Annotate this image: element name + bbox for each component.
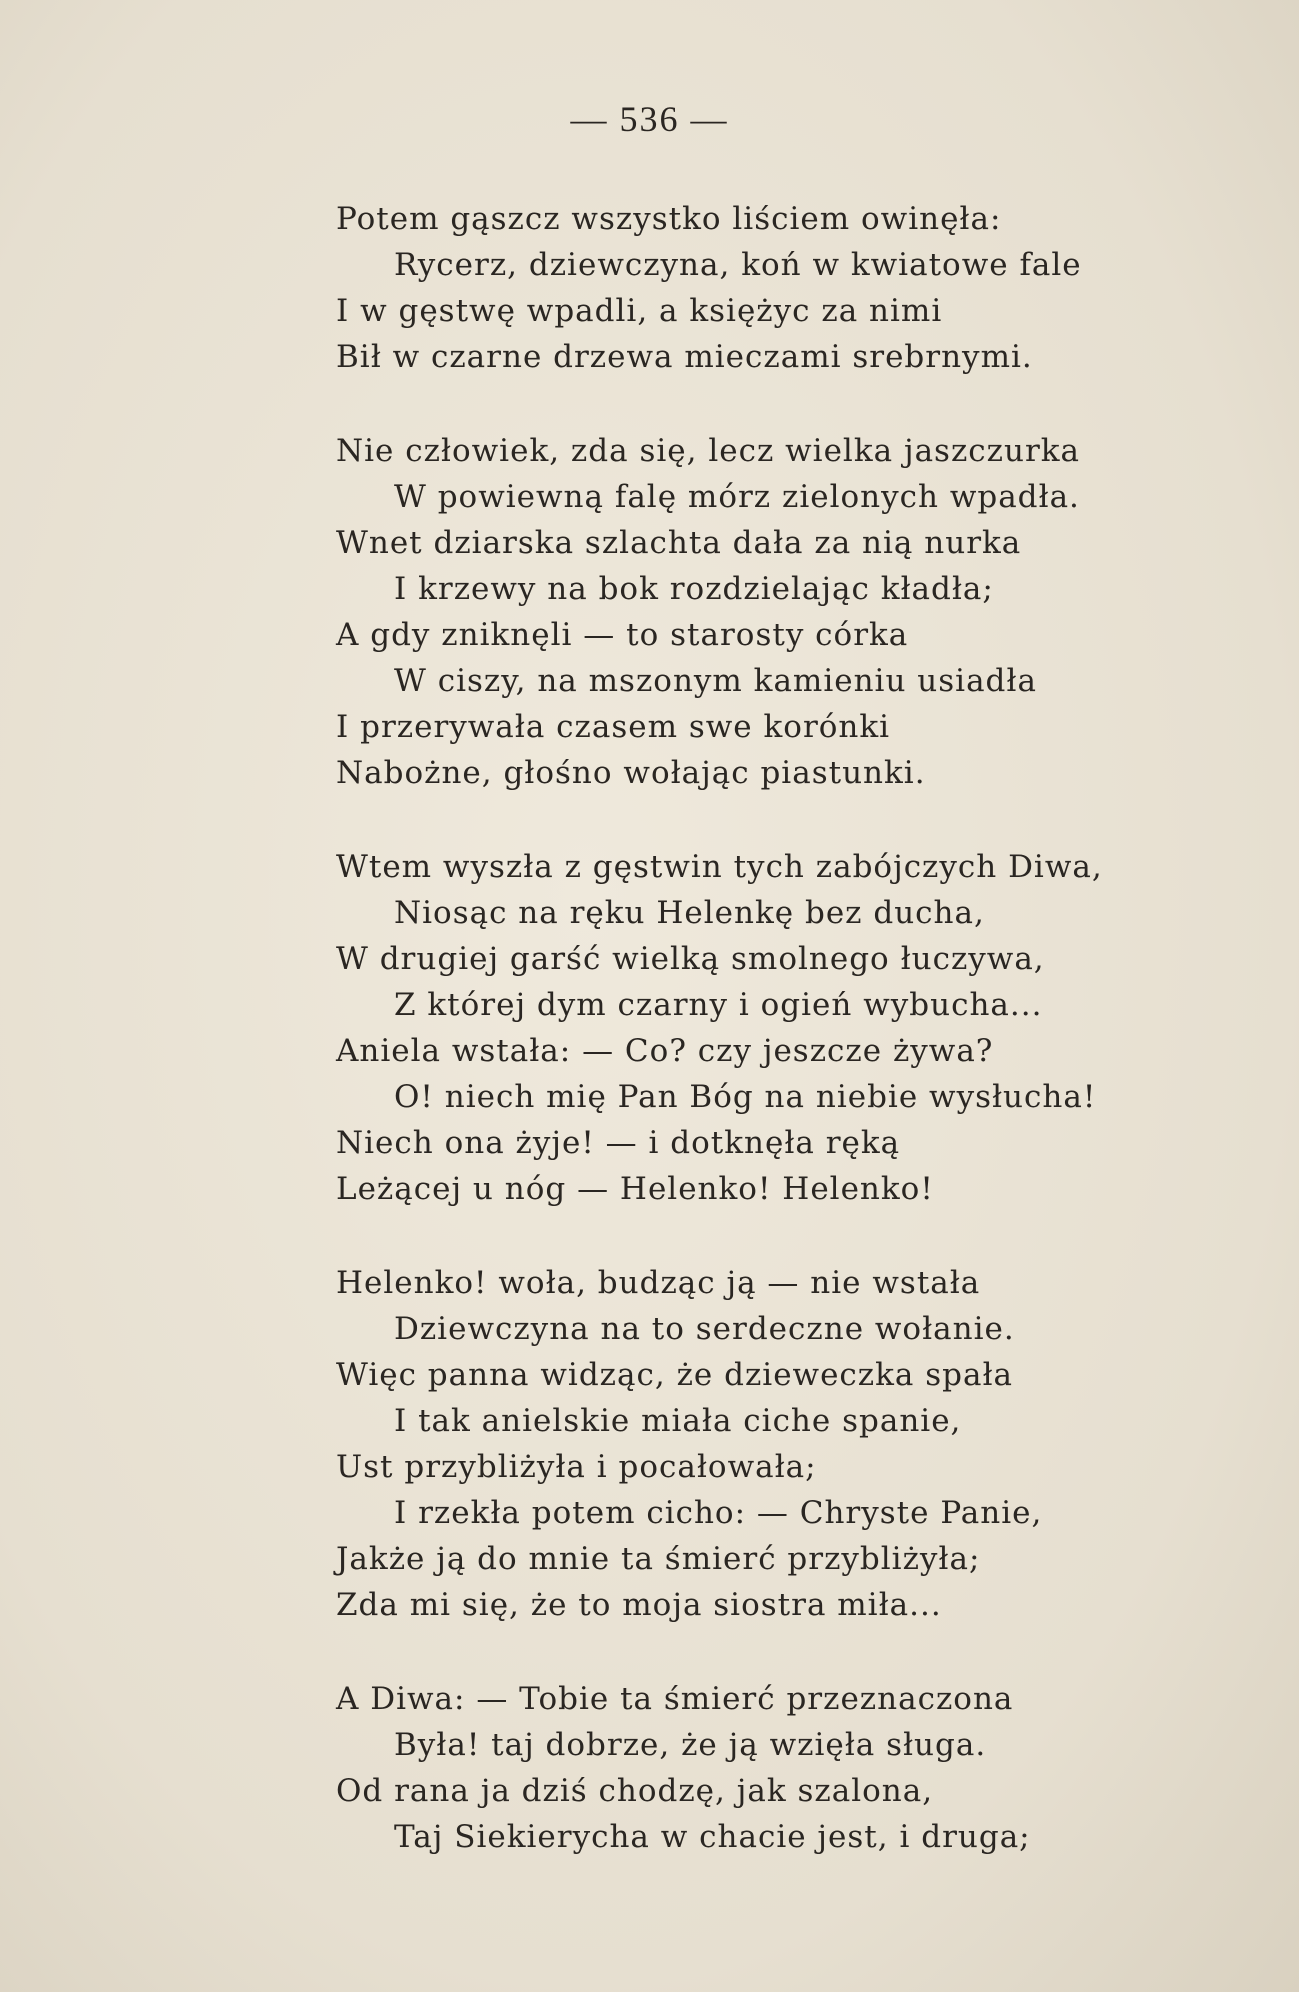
verse-line: Od rana ja dziś chodzę, jak szalona, (336, 1773, 934, 1809)
verse-line: Taj Siekierycha w chacie jest, i druga; (394, 1819, 1031, 1855)
verse-line: Z której dym czarny i ogień wybucha... (394, 987, 1043, 1023)
verse-line: Nie człowiek, zda się, lecz wielka jaszczurka (336, 433, 1081, 469)
verse-line: I w gęstwę wpadli, a księżyc za nimi (336, 293, 943, 329)
verse-line: Zda mi się, że to moja siostra miła... (336, 1587, 942, 1623)
verse-line: W powiewną falę mórz zielonych wpadła. (394, 479, 1080, 515)
verse-line: O! niech mię Pan Bóg na niebie wysłucha! (394, 1079, 1097, 1115)
verse-line: Ust przybliżyła i pocałowała; (336, 1449, 817, 1485)
poem-text (0, 196, 1299, 1908)
stanza (0, 1676, 1299, 1860)
verse-line: Jakże ją do mnie ta śmierć przybliżyła; (336, 1541, 981, 1577)
verse-line: Dziewczyna na to serdeczne wołanie. (394, 1311, 1015, 1347)
verse-line: Była! taj dobrze, że ją wzięła sługa. (394, 1727, 987, 1763)
page-number: — 536 — (570, 99, 729, 139)
verse-line: Aniela wstała: — Co? czy jeszcze żywa? (336, 1033, 994, 1069)
verse-line: I rzekła potem cicho: — Chryste Panie, (394, 1495, 1043, 1531)
verse-line: I przerywała czasem swe korónki (336, 709, 891, 745)
verse-line: Leżącej u nóg — Helenko! Helenko! (336, 1171, 934, 1207)
stanza (0, 844, 1299, 1212)
verse-line: Niosąc na ręku Helenkę bez ducha, (394, 895, 985, 931)
verse-line: W drugiej garść wielką smolnego łuczywa, (336, 941, 1045, 977)
stanza (0, 1260, 1299, 1628)
stanza (0, 196, 1299, 380)
verse-line: Niech ona żyje! — i dotknęła ręką (336, 1125, 901, 1161)
verse-line: Helenko! woła, budząc ją — nie wstała (336, 1265, 981, 1301)
verse-line: Bił w czarne drzewa mieczami srebrnymi. (336, 339, 1033, 375)
verse-line: Potem gąszcz wszystko liściem owinęła: (336, 201, 1002, 237)
verse-line: Wnet dziarska szlachta dała za nią nurka (336, 525, 1022, 561)
verse-line: I krzewy na bok rozdzielając kładła; (394, 571, 994, 607)
verse-line: I tak anielskie miała ciche spanie, (394, 1403, 962, 1439)
verse-line: Więc panna widząc, że dzieweczka spała (336, 1357, 1013, 1393)
stanza (0, 428, 1299, 796)
verse-line: A Diwa: — Tobie ta śmierć przeznaczona (336, 1681, 1014, 1717)
verse-line: A gdy zniknęli — to starosty córka (336, 617, 909, 653)
verse-line: Wtem wyszła z gęstwin tych zabójczych Diwa, (336, 849, 1103, 885)
verse-line: W ciszy, na mszonym kamieniu usiadła (394, 663, 1037, 699)
verse-line: Nabożne, głośno wołając piastunki. (336, 755, 926, 791)
verse-line: Rycerz, dziewczyna, koń w kwiatowe fale (394, 247, 1082, 283)
